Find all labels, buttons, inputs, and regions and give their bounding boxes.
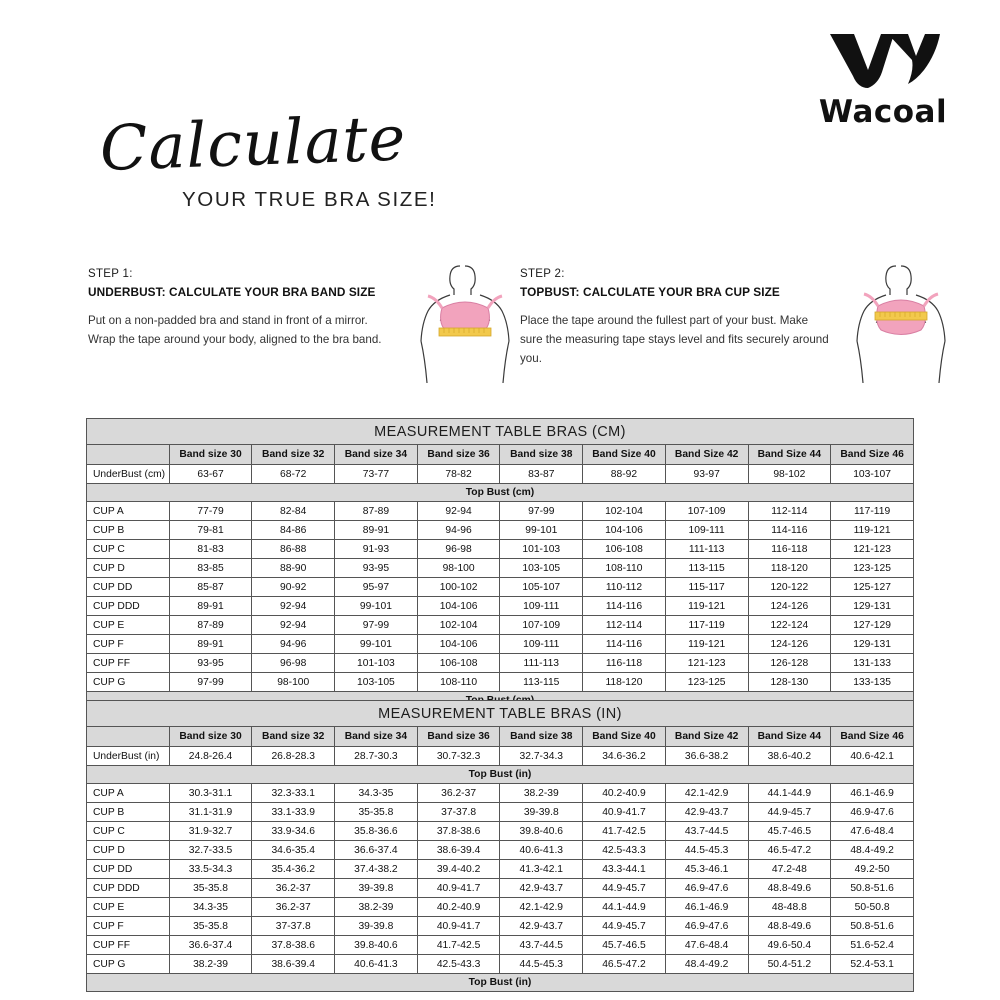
cell: 125-127 [831, 578, 914, 597]
cell: 126-128 [748, 654, 831, 673]
table-row [87, 936, 914, 955]
table-row [87, 673, 914, 692]
cell: 104-106 [583, 521, 666, 540]
cell: 107-109 [665, 502, 748, 521]
cell: 127-129 [831, 616, 914, 635]
cell: 46.1-46.9 [665, 898, 748, 917]
cell: 46.5-47.2 [748, 841, 831, 860]
cell: 108-110 [417, 673, 500, 692]
cell: 35.4-36.2 [252, 860, 335, 879]
cell: 88-90 [252, 559, 335, 578]
cell: 36.2-37 [252, 898, 335, 917]
cell: 96-98 [417, 540, 500, 559]
underbust-cell: 103-107 [831, 465, 914, 484]
table-row [87, 654, 914, 673]
cell: 89-91 [169, 597, 252, 616]
table-row [87, 860, 914, 879]
cell: 39-39.8 [500, 803, 583, 822]
cell: 133-135 [831, 673, 914, 692]
torso-underbust-measure-icon [410, 260, 520, 390]
cell: 44.9-45.7 [583, 917, 666, 936]
step-2-figure [846, 260, 956, 395]
cell: 85-87 [169, 578, 252, 597]
cell: 110-112 [583, 578, 666, 597]
cell: 40.6-41.3 [500, 841, 583, 860]
cell: 45.7-46.5 [583, 936, 666, 955]
cell: 48.4-49.2 [665, 955, 748, 974]
page-title [98, 101, 520, 212]
table-cm-title: MEASUREMENT TABLE BRAS (CM) [87, 419, 914, 445]
column-header: Band Size 42 [665, 727, 748, 747]
underbust-cell: 24.8-26.4 [169, 747, 252, 766]
cell: 92-94 [252, 597, 335, 616]
cup-label: CUP FF [87, 936, 170, 955]
table-header-row [87, 445, 914, 465]
column-header: Band Size 40 [583, 445, 666, 465]
cell: 116-118 [748, 540, 831, 559]
measurement-table-in [86, 700, 914, 992]
cell: 39.8-40.6 [335, 936, 418, 955]
cell: 129-131 [831, 597, 914, 616]
cell: 35-35.8 [169, 917, 252, 936]
cell: 48-48.8 [748, 898, 831, 917]
cup-label: CUP E [87, 616, 170, 635]
cell: 119-121 [665, 635, 748, 654]
cup-label: CUP DD [87, 860, 170, 879]
cell: 47.2-48 [748, 860, 831, 879]
cell: 109-111 [500, 635, 583, 654]
cell: 112-114 [583, 616, 666, 635]
underbust-cell: 93-97 [665, 465, 748, 484]
cell: 77-79 [169, 502, 252, 521]
step-1-title: UNDERBUST: CALCULATE YOUR BRA BAND SIZE [88, 285, 376, 299]
cup-label: CUP F [87, 635, 170, 654]
underbust-label: UnderBust (cm) [87, 465, 170, 484]
cell: 35-35.8 [335, 803, 418, 822]
cup-label: CUP C [87, 822, 170, 841]
cell: 37.8-38.6 [252, 936, 335, 955]
cell: 105-107 [500, 578, 583, 597]
cell: 34.6-35.4 [252, 841, 335, 860]
cup-label: CUP DDD [87, 597, 170, 616]
cell: 41.3-42.1 [500, 860, 583, 879]
cell: 111-113 [665, 540, 748, 559]
header-corner [87, 727, 170, 747]
cell: 40.9-41.7 [583, 803, 666, 822]
table-row [87, 898, 914, 917]
cell: 121-123 [665, 654, 748, 673]
cell: 40.9-41.7 [417, 917, 500, 936]
topbust-band-label: Top Bust (cm) [87, 484, 914, 502]
cell: 31.1-31.9 [169, 803, 252, 822]
cell: 43.7-44.5 [665, 822, 748, 841]
cell: 35-35.8 [169, 879, 252, 898]
cell: 38.6-39.4 [252, 955, 335, 974]
cell: 128-130 [748, 673, 831, 692]
underbust-label: UnderBust (in) [87, 747, 170, 766]
cell: 114-116 [583, 635, 666, 654]
cup-label: CUP G [87, 673, 170, 692]
cell: 38.6-39.4 [417, 841, 500, 860]
table-in [86, 700, 914, 992]
cell: 83-85 [169, 559, 252, 578]
cell: 37.4-38.2 [335, 860, 418, 879]
step-2-label: STEP 2: [520, 268, 565, 280]
cup-label: CUP C [87, 540, 170, 559]
table-row [87, 879, 914, 898]
cell: 92-94 [417, 502, 500, 521]
cell: 47.6-48.4 [665, 936, 748, 955]
cell: 37.8-38.6 [417, 822, 500, 841]
cup-label: CUP G [87, 955, 170, 974]
cell: 46.9-47.6 [831, 803, 914, 822]
column-header: Band Size 42 [665, 445, 748, 465]
table-row [87, 841, 914, 860]
table-header-row [87, 727, 914, 747]
cell: 52.4-53.1 [831, 955, 914, 974]
cell: 47.6-48.4 [831, 822, 914, 841]
cell: 111-113 [500, 654, 583, 673]
column-header: Band size 30 [169, 727, 252, 747]
cell: 119-121 [665, 597, 748, 616]
cell: 89-91 [335, 521, 418, 540]
cell: 37-37.8 [417, 803, 500, 822]
cell: 97-99 [335, 616, 418, 635]
cell: 34.3-35 [169, 898, 252, 917]
column-header: Band Size 46 [831, 727, 914, 747]
cell: 122-124 [748, 616, 831, 635]
cell: 38.2-39 [335, 898, 418, 917]
table-title-row [87, 419, 914, 445]
cell: 35.8-36.6 [335, 822, 418, 841]
cell: 86-88 [252, 540, 335, 559]
cell: 42.5-43.3 [583, 841, 666, 860]
cell: 45.3-46.1 [665, 860, 748, 879]
cup-label: CUP D [87, 841, 170, 860]
headline-subtitle: YOUR TRUE BRA SIZE! [182, 188, 437, 211]
underbust-cell: 40.6-42.1 [831, 747, 914, 766]
cell: 44.9-45.7 [583, 879, 666, 898]
cell: 103-105 [500, 559, 583, 578]
cell: 114-116 [583, 597, 666, 616]
cell: 84-86 [252, 521, 335, 540]
cell: 50.8-51.6 [831, 879, 914, 898]
cell: 101-103 [335, 654, 418, 673]
column-header: Band size 34 [335, 445, 418, 465]
column-header: Band size 34 [335, 727, 418, 747]
measurement-table-cm [86, 418, 914, 710]
underbust-cell: 32.7-34.3 [500, 747, 583, 766]
cell: 113-115 [665, 559, 748, 578]
table-row [87, 502, 914, 521]
cup-label: CUP DDD [87, 879, 170, 898]
cell: 48.8-49.6 [748, 879, 831, 898]
table-row [87, 559, 914, 578]
cell: 120-122 [748, 578, 831, 597]
underbust-cell: 28.7-30.3 [335, 747, 418, 766]
column-header: Band size 38 [500, 727, 583, 747]
cell: 36.6-37.4 [169, 936, 252, 955]
step-1 [88, 268, 398, 350]
table-row [87, 578, 914, 597]
table-row [87, 521, 914, 540]
cell: 42.1-42.9 [665, 784, 748, 803]
cell: 49.2-50 [831, 860, 914, 879]
cell: 48.4-49.2 [831, 841, 914, 860]
cell: 117-119 [831, 502, 914, 521]
cell: 50.8-51.6 [831, 917, 914, 936]
column-header: Band size 38 [500, 445, 583, 465]
cell: 99-101 [335, 635, 418, 654]
underbust-cell: 73-77 [335, 465, 418, 484]
cell: 92-94 [252, 616, 335, 635]
cell: 44.1-44.9 [583, 898, 666, 917]
step-2-title: TOPBUST: CALCULATE YOUR BRA CUP SIZE [520, 285, 780, 299]
cell: 93-95 [335, 559, 418, 578]
cell: 112-114 [748, 502, 831, 521]
column-header: Band Size 44 [748, 727, 831, 747]
cell: 102-104 [583, 502, 666, 521]
cup-label: CUP A [87, 784, 170, 803]
underbust-cell: 26.8-28.3 [252, 747, 335, 766]
cell: 121-123 [831, 540, 914, 559]
cell: 119-121 [831, 521, 914, 540]
cell: 118-120 [583, 673, 666, 692]
cell: 34.3-35 [335, 784, 418, 803]
underbust-cell: 98-102 [748, 465, 831, 484]
headline-script: Calculate [98, 101, 408, 185]
step-2 [520, 268, 830, 368]
cell: 42.5-43.3 [417, 955, 500, 974]
cell: 44.1-44.9 [748, 784, 831, 803]
cell: 36.2-37 [417, 784, 500, 803]
underbust-cell: 38.6-40.2 [748, 747, 831, 766]
cell: 39.8-40.6 [500, 822, 583, 841]
cell: 98-100 [417, 559, 500, 578]
cell: 48.8-49.6 [748, 917, 831, 936]
cell: 87-89 [169, 616, 252, 635]
underbust-cell: 83-87 [500, 465, 583, 484]
column-header: Band size 30 [169, 445, 252, 465]
cell: 44.5-45.3 [665, 841, 748, 860]
underbust-cell: 36.6-38.2 [665, 747, 748, 766]
column-header: Band size 32 [252, 445, 335, 465]
topbust-band-label: Top Bust (in) [87, 974, 914, 992]
cell: 49.6-50.4 [748, 936, 831, 955]
cup-label: CUP F [87, 917, 170, 936]
cell: 44.5-45.3 [500, 955, 583, 974]
cell: 109-111 [500, 597, 583, 616]
cell: 42.9-43.7 [500, 917, 583, 936]
cell: 46.5-47.2 [583, 955, 666, 974]
cell: 124-126 [748, 635, 831, 654]
cup-label: CUP A [87, 502, 170, 521]
cell: 129-131 [831, 635, 914, 654]
cell: 104-106 [417, 597, 500, 616]
step-2-body: Place the tape around the fullest part of your bust. Make sure the measuring tape stays level and fits securely around you. [520, 314, 829, 365]
cell: 102-104 [417, 616, 500, 635]
column-header: Band Size 40 [583, 727, 666, 747]
cell: 109-111 [665, 521, 748, 540]
cell: 39-39.8 [335, 879, 418, 898]
column-header: Band Size 44 [748, 445, 831, 465]
cell: 97-99 [169, 673, 252, 692]
column-header: Band Size 46 [831, 445, 914, 465]
cell: 99-101 [500, 521, 583, 540]
cell: 50-50.8 [831, 898, 914, 917]
torso-topbust-measure-icon [846, 260, 956, 390]
step-1-label: STEP 1: [88, 268, 133, 280]
cell: 33.1-33.9 [252, 803, 335, 822]
cell: 113-115 [500, 673, 583, 692]
table-cm [86, 418, 914, 710]
cup-label: CUP FF [87, 654, 170, 673]
cell: 106-108 [417, 654, 500, 673]
cell: 51.6-52.4 [831, 936, 914, 955]
wacoal-w-icon [824, 30, 942, 92]
underbust-cell: 34.6-36.2 [583, 747, 666, 766]
cell: 94-96 [417, 521, 500, 540]
table-title-row [87, 701, 914, 727]
table-row [87, 955, 914, 974]
cell: 46.9-47.6 [665, 879, 748, 898]
cup-label: CUP B [87, 803, 170, 822]
cell: 114-116 [748, 521, 831, 540]
cell: 33.5-34.3 [169, 860, 252, 879]
steps-section [88, 268, 928, 398]
topbust-band-row [87, 766, 914, 784]
cell: 40.9-41.7 [417, 879, 500, 898]
cell: 31.9-32.7 [169, 822, 252, 841]
cup-label: CUP B [87, 521, 170, 540]
cell: 43.3-44.1 [583, 860, 666, 879]
table-row [87, 917, 914, 936]
cell: 100-102 [417, 578, 500, 597]
cell: 32.3-33.1 [252, 784, 335, 803]
cell: 40.2-40.9 [417, 898, 500, 917]
column-header: Band size 32 [252, 727, 335, 747]
underbust-cell: 68-72 [252, 465, 335, 484]
cell: 89-91 [169, 635, 252, 654]
table-row [87, 635, 914, 654]
table-row [87, 540, 914, 559]
cell: 32.7-33.5 [169, 841, 252, 860]
cell: 44.9-45.7 [748, 803, 831, 822]
cell: 97-99 [500, 502, 583, 521]
cell: 38.2-39 [169, 955, 252, 974]
column-header: Band size 36 [417, 445, 500, 465]
table-row [87, 784, 914, 803]
underbust-cell: 88-92 [583, 465, 666, 484]
cell: 39-39.8 [335, 917, 418, 936]
cell: 40.2-40.9 [583, 784, 666, 803]
cell: 91-93 [335, 540, 418, 559]
step-1-body: Put on a non-padded bra and stand in front of a mirror. Wrap the tape around your body, aligned to the bra band. [88, 314, 382, 346]
cell: 33.9-34.6 [252, 822, 335, 841]
cell: 123-125 [665, 673, 748, 692]
cell: 41.7-42.5 [417, 936, 500, 955]
cell: 41.7-42.5 [583, 822, 666, 841]
table-row [87, 597, 914, 616]
cup-label: CUP DD [87, 578, 170, 597]
table-row [87, 803, 914, 822]
cell: 98-100 [252, 673, 335, 692]
topbust-band-label: Top Bust (in) [87, 766, 914, 784]
underbust-cell: 78-82 [417, 465, 500, 484]
cell: 107-109 [500, 616, 583, 635]
underbust-cell: 63-67 [169, 465, 252, 484]
cell: 42.9-43.7 [665, 803, 748, 822]
cell: 43.7-44.5 [500, 936, 583, 955]
cell: 124-126 [748, 597, 831, 616]
cell: 87-89 [335, 502, 418, 521]
cell: 81-83 [169, 540, 252, 559]
brand-name: Wacoal [818, 94, 948, 130]
cell: 99-101 [335, 597, 418, 616]
cell: 79-81 [169, 521, 252, 540]
cell: 123-125 [831, 559, 914, 578]
cell: 36.6-37.4 [335, 841, 418, 860]
step-1-figure [410, 260, 520, 395]
cell: 42.1-42.9 [500, 898, 583, 917]
cell: 38.2-39 [500, 784, 583, 803]
cup-label: CUP E [87, 898, 170, 917]
cell: 46.9-47.6 [665, 917, 748, 936]
table-row [87, 822, 914, 841]
cell: 36.2-37 [252, 879, 335, 898]
underbust-row [87, 465, 914, 484]
cell: 108-110 [583, 559, 666, 578]
cell: 50.4-51.2 [748, 955, 831, 974]
cell: 96-98 [252, 654, 335, 673]
cell: 90-92 [252, 578, 335, 597]
cell: 37-37.8 [252, 917, 335, 936]
cell: 118-120 [748, 559, 831, 578]
cup-label: CUP D [87, 559, 170, 578]
header-corner [87, 445, 170, 465]
cell: 30.3-31.1 [169, 784, 252, 803]
table-in-title: MEASUREMENT TABLE BRAS (IN) [87, 701, 914, 727]
cell: 131-133 [831, 654, 914, 673]
underbust-row [87, 747, 914, 766]
column-header: Band size 36 [417, 727, 500, 747]
topbust-band-row [87, 484, 914, 502]
cell: 104-106 [417, 635, 500, 654]
cell: 101-103 [500, 540, 583, 559]
cell: 46.1-46.9 [831, 784, 914, 803]
cell: 39.4-40.2 [417, 860, 500, 879]
cell: 82-84 [252, 502, 335, 521]
topbust-band-row-bottom [87, 974, 914, 992]
underbust-cell: 30.7-32.3 [417, 747, 500, 766]
cell: 45.7-46.5 [748, 822, 831, 841]
cell: 117-119 [665, 616, 748, 635]
cell: 94-96 [252, 635, 335, 654]
cell: 103-105 [335, 673, 418, 692]
cell: 42.9-43.7 [500, 879, 583, 898]
table-row [87, 616, 914, 635]
brand-logo [808, 30, 958, 130]
cell: 95-97 [335, 578, 418, 597]
cell: 40.6-41.3 [335, 955, 418, 974]
cell: 116-118 [583, 654, 666, 673]
cell: 115-117 [665, 578, 748, 597]
cell: 93-95 [169, 654, 252, 673]
cell: 106-108 [583, 540, 666, 559]
